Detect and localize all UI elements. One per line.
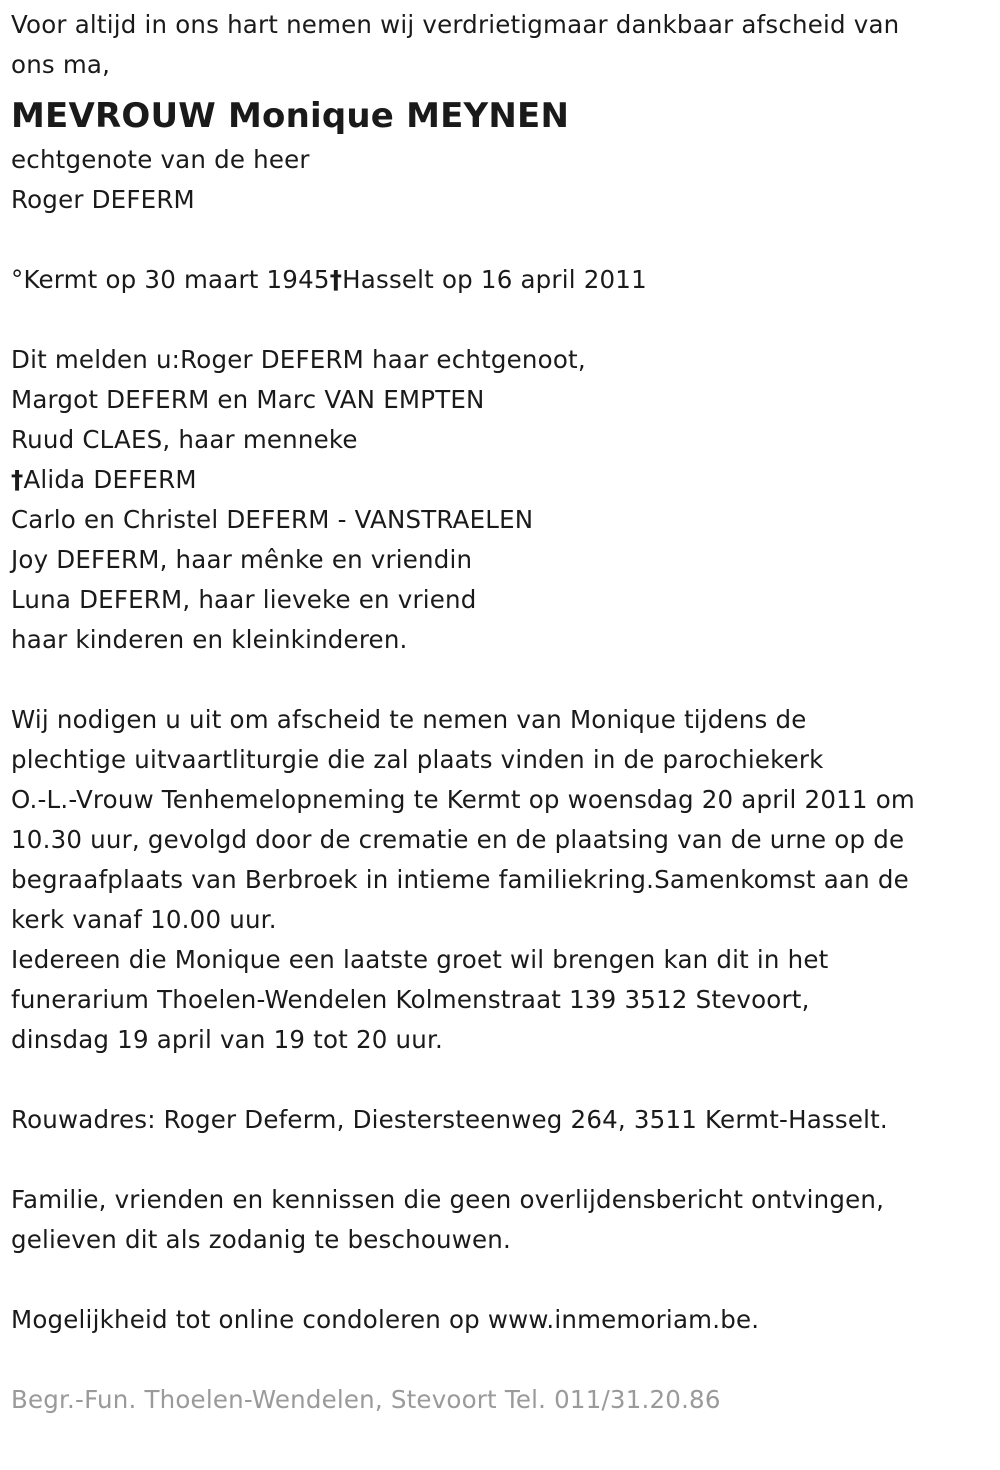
spacer [11, 300, 991, 340]
family-line-4 [11, 460, 991, 500]
spacer [11, 1060, 991, 1100]
spacer [11, 1340, 991, 1380]
ceremony-line-8: funerarium Thoelen-Wendelen Kolmenstraat 139 3512 Stevoort, [11, 985, 810, 1014]
spouse-line-2: Roger DEFERM [11, 185, 195, 214]
spacer [11, 220, 991, 260]
intro-line-1: Voor altijd in ons hart nemen wij verdrietigmaar dankbaar afscheid van [11, 10, 900, 39]
spouse-line-1: echtgenote van de heer [11, 145, 310, 174]
funeral-home-footer: Begr.-Fun. Thoelen-Wendelen, Stevoort Tel. 011/31.20.86 [11, 1385, 721, 1414]
ceremony-line-2: plechtige uitvaartliturgie die zal plaats vinden in de parochiekerk [11, 745, 824, 774]
deceased-name: MEVROUW Monique MEYNEN [11, 96, 570, 136]
ceremony-line-5: begraafplaats van Berbroek in intieme familiekring.Samenkomst aan de [11, 865, 909, 894]
family-line-1: Dit melden u:Roger DEFERM haar echtgenoot, [11, 345, 586, 374]
spacer [11, 1260, 991, 1300]
online-condolence: Mogelijkheid tot online condoleren op www.inmemoriam.be. [11, 1305, 760, 1334]
intro-line-2: ons ma, [11, 50, 111, 79]
ceremony-line-9: dinsdag 19 april van 19 tot 20 uur. [11, 1025, 443, 1054]
family-line-2: Margot DEFERM en Marc VAN EMPTEN [11, 385, 485, 414]
death-notice [11, 5, 991, 1420]
family-line-7: Luna DEFERM, haar lieveke en vriend [11, 585, 477, 614]
family-line-3: Ruud CLAES, haar menneke [11, 425, 358, 454]
ceremony-line-6: kerk vanaf 10.00 uur. [11, 905, 277, 934]
life-dates [11, 260, 991, 300]
ceremony-line-7: Iedereen die Monique een laatste groet wil brengen kan dit in het [11, 945, 829, 974]
family-line-6: Joy DEFERM, haar mênke en vriendin [11, 545, 473, 574]
cross-icon: † [11, 465, 24, 494]
cross-icon: † [329, 265, 343, 294]
ceremony-line-3: O.-L.-Vrouw Tenhemelopneming te Kermt op woensdag 20 april 2011 om [11, 785, 915, 814]
notice-line-1: Familie, vrienden en kennissen die geen overlijdensbericht ontvingen, [11, 1185, 885, 1214]
family-line-5: Carlo en Christel DEFERM - VANSTRAELEN [11, 505, 534, 534]
death-date: Hasselt op 16 april 2011 [342, 265, 647, 294]
birth-date: °Kermt op 30 maart 1945 [11, 265, 330, 294]
ceremony-line-1: Wij nodigen u uit om afscheid te nemen van Monique tijdens de [11, 705, 807, 734]
spacer [11, 1140, 991, 1180]
mourning-address: Rouwadres: Roger Deferm, Diestersteenweg 264, 3511 Kermt-Hasselt. [11, 1105, 888, 1134]
family-line-4-name: Alida DEFERM [23, 465, 197, 494]
family-line-8: haar kinderen en kleinkinderen. [11, 625, 408, 654]
spacer [11, 660, 991, 700]
notice-line-2: gelieven dit als zodanig te beschouwen. [11, 1225, 512, 1254]
ceremony-line-4: 10.30 uur, gevolgd door de crematie en de plaatsing van de urne op de [11, 825, 905, 854]
